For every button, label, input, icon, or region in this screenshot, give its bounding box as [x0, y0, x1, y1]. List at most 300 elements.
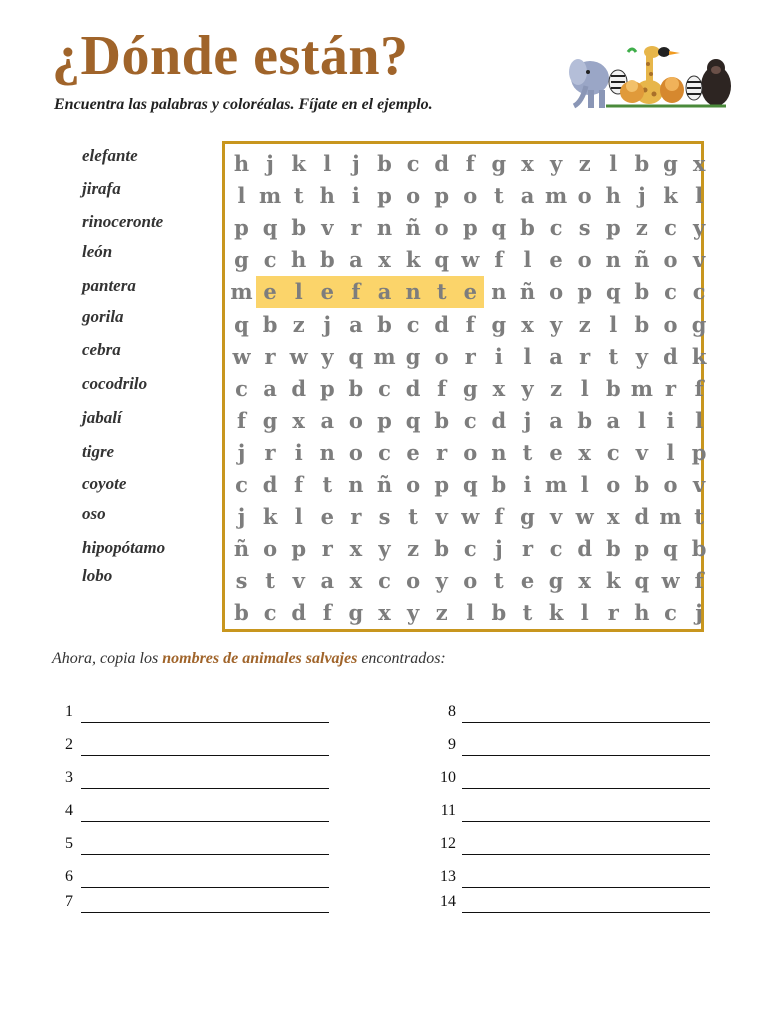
grid-letter[interactable]: k: [663, 183, 678, 209]
word-list-item: lobo: [82, 566, 113, 585]
grid-letter[interactable]: a: [320, 407, 335, 433]
grid-letter[interactable]: x: [349, 536, 363, 562]
grid-letter[interactable]: o: [463, 568, 478, 594]
page-title: ¿Dónde están?: [52, 25, 409, 87]
grid-letter[interactable]: e: [520, 568, 535, 594]
grid-letter[interactable]: l: [609, 151, 618, 176]
grid-letter[interactable]: t: [608, 343, 619, 369]
grid-letter[interactable]: i: [351, 183, 360, 209]
grid-letter[interactable]: a: [349, 311, 363, 337]
answer-blank-line[interactable]: [81, 912, 329, 913]
grid-letter[interactable]: o: [406, 472, 421, 497]
grid-letter[interactable]: b: [377, 311, 392, 337]
grid-letter[interactable]: y: [406, 600, 420, 626]
grid-letter[interactable]: m: [230, 279, 253, 305]
word-list-item: tigre: [82, 442, 115, 461]
grid-letter[interactable]: g: [405, 343, 421, 369]
grid-letter[interactable]: ñ: [405, 215, 421, 241]
grid-letter[interactable]: d: [291, 600, 307, 626]
grid-letter[interactable]: n: [348, 472, 364, 497]
grid-letter[interactable]: l: [580, 375, 589, 401]
grid-letter[interactable]: h: [291, 247, 307, 273]
grid-letter[interactable]: c: [606, 439, 620, 465]
grid-letter[interactable]: p: [605, 215, 621, 241]
grid-letter[interactable]: r: [521, 536, 534, 562]
grid-letter[interactable]: ñ: [634, 247, 650, 273]
grid-letter[interactable]: r: [607, 600, 619, 626]
grid-letter[interactable]: g: [234, 247, 249, 273]
grid-letter[interactable]: d: [434, 311, 450, 337]
grid-letter[interactable]: x: [521, 311, 534, 337]
grid-letter[interactable]: o: [606, 472, 621, 497]
grid-letter[interactable]: z: [550, 375, 563, 401]
grid-letter[interactable]: x: [692, 151, 706, 176]
grid-letter[interactable]: o: [463, 183, 478, 209]
grid-letter[interactable]: i: [523, 472, 532, 497]
grid-letter[interactable]: p: [377, 407, 392, 433]
grid-letter[interactable]: c: [549, 215, 563, 241]
grid-letter[interactable]: p: [319, 375, 335, 401]
grid-letter[interactable]: c: [664, 600, 677, 626]
grid-letter[interactable]: a: [320, 568, 335, 594]
grid-letter[interactable]: t: [408, 504, 418, 530]
grid-letter[interactable]: c: [378, 568, 391, 594]
grid-letter[interactable]: m: [659, 504, 682, 530]
grid-letter[interactable]: r: [264, 439, 276, 465]
answer-line-number: 2: [65, 736, 73, 753]
grid-letter[interactable]: v: [635, 439, 648, 465]
grid-letter[interactable]: l: [294, 504, 303, 530]
grid-letter[interactable]: p: [291, 536, 307, 562]
grid-letter[interactable]: b: [434, 536, 450, 562]
word-list-item: rinoceronte: [82, 212, 164, 231]
answer-line-number: 13: [440, 868, 456, 885]
grid-letter[interactable]: m: [544, 472, 568, 497]
grid-letter[interactable]: e: [320, 504, 334, 530]
grid-letter[interactable]: o: [348, 407, 363, 433]
grid-letter[interactable]: n: [605, 247, 621, 273]
grid-letter[interactable]: t: [494, 183, 504, 209]
answer-line-number: 12: [440, 835, 456, 852]
answer-blank-line[interactable]: [462, 854, 710, 855]
grid-letter[interactable]: y: [435, 568, 448, 594]
grid-letter[interactable]: o: [663, 247, 678, 273]
grid-letter[interactable]: m: [258, 183, 282, 209]
grid-letter[interactable]: m: [630, 375, 653, 401]
grid-letter[interactable]: c: [235, 472, 248, 497]
grid-letter[interactable]: a: [606, 407, 621, 433]
grid-letter[interactable]: r: [436, 439, 448, 465]
grid-letter[interactable]: p: [462, 215, 478, 241]
grid-letter[interactable]: b: [434, 407, 450, 433]
word-list-item: pantera: [82, 276, 136, 295]
grid-letter[interactable]: j: [237, 504, 246, 530]
answer-line-number: 4: [65, 802, 73, 819]
grid-letter[interactable]: j: [266, 151, 274, 176]
answer-blank-line[interactable]: [81, 854, 329, 855]
grid-letter[interactable]: t: [522, 600, 533, 626]
grid-letter[interactable]: l: [637, 407, 646, 433]
grid-letter[interactable]: k: [291, 151, 306, 176]
grid-letter[interactable]: e: [549, 247, 563, 273]
grid-letter[interactable]: q: [663, 536, 678, 562]
answer-blank-line[interactable]: [462, 722, 710, 723]
grid-letter[interactable]: o: [463, 439, 478, 465]
grid-letter[interactable]: o: [577, 183, 592, 209]
grid-letter[interactable]: y: [635, 343, 648, 369]
grid-letter[interactable]: f: [494, 504, 504, 530]
grid-letter[interactable]: p: [577, 279, 593, 305]
grid-letter[interactable]: y: [692, 215, 706, 241]
instruction-after: encontrados:: [357, 650, 446, 667]
grid-letter[interactable]: t: [436, 279, 447, 305]
grid-letter[interactable]: r: [350, 504, 362, 530]
grid-letter[interactable]: m: [544, 183, 568, 209]
grid-letter[interactable]: v: [292, 568, 305, 594]
grid-letter[interactable]: g: [491, 311, 507, 337]
word-list-item: león: [82, 242, 113, 261]
grid-letter[interactable]: b: [491, 600, 507, 626]
grid-letter[interactable]: b: [605, 375, 621, 401]
grid-letter[interactable]: c: [549, 536, 563, 562]
grid-letter[interactable]: j: [323, 311, 332, 337]
grid-letter[interactable]: a: [549, 407, 563, 433]
grid-letter[interactable]: p: [691, 439, 707, 465]
grid-letter[interactable]: n: [319, 439, 335, 465]
grid-letter[interactable]: e: [263, 279, 277, 305]
grid-letter[interactable]: l: [666, 439, 675, 465]
grid-letter[interactable]: g: [663, 151, 678, 176]
grid-letter[interactable]: j: [695, 600, 703, 626]
answer-blank-line[interactable]: [462, 887, 710, 888]
page-subtitle: Encuentra las palabras y coloréalas. Fíjate en el ejemplo.: [54, 96, 433, 113]
grid-letter[interactable]: g: [262, 407, 278, 433]
grid-letter[interactable]: b: [634, 311, 650, 337]
grid-letter[interactable]: o: [434, 343, 449, 369]
grid-letter[interactable]: b: [634, 151, 650, 176]
grid-letter[interactable]: p: [234, 215, 249, 241]
grid-letter[interactable]: g: [520, 504, 535, 530]
grid-letter[interactable]: q: [491, 215, 507, 241]
grid-letter[interactable]: w: [575, 504, 594, 530]
grid-letter[interactable]: h: [319, 183, 335, 209]
grid-letter[interactable]: o: [406, 183, 421, 209]
word-list-item: oso: [82, 504, 106, 523]
grid-letter[interactable]: x: [492, 375, 506, 401]
grid-letter[interactable]: w: [461, 247, 480, 273]
grid-letter[interactable]: a: [520, 183, 535, 209]
grid-letter[interactable]: ñ: [233, 536, 250, 562]
grid-letter[interactable]: l: [466, 600, 475, 626]
grid-letter[interactable]: p: [377, 183, 392, 209]
grid-letter[interactable]: q: [234, 311, 249, 337]
grid-letter[interactable]: i: [494, 343, 503, 369]
answer-blank-line[interactable]: [81, 722, 329, 723]
grid-letter[interactable]: w: [289, 343, 308, 369]
grid-letter[interactable]: b: [634, 472, 650, 497]
answer-line-number: 7: [65, 893, 73, 910]
grid-letter[interactable]: h: [634, 600, 650, 626]
grid-letter[interactable]: f: [294, 472, 304, 497]
grid-letter[interactable]: c: [463, 407, 477, 433]
grid-letter[interactable]: l: [695, 183, 704, 209]
grid-letter[interactable]: m: [373, 343, 396, 369]
grid-letter[interactable]: l: [294, 279, 303, 305]
grid-letter[interactable]: q: [605, 279, 621, 305]
grid-letter[interactable]: t: [293, 183, 304, 209]
grid-letter[interactable]: c: [406, 151, 420, 176]
grid-letter[interactable]: f: [351, 279, 361, 305]
grid-letter[interactable]: o: [663, 472, 678, 497]
grid-letter[interactable]: g: [691, 311, 707, 337]
grid-letter[interactable]: y: [549, 151, 563, 176]
answer-line-number: 11: [440, 802, 456, 819]
grid-letter[interactable]: t: [322, 472, 333, 497]
grid-letter[interactable]: o: [577, 247, 592, 273]
grid-letter[interactable]: o: [549, 279, 564, 305]
grid-letter[interactable]: b: [634, 279, 650, 305]
grid-letter[interactable]: k: [405, 247, 421, 273]
grid-letter[interactable]: k: [548, 600, 564, 626]
grid-letter[interactable]: z: [292, 311, 305, 337]
answer-line-number: 6: [65, 868, 73, 885]
grid-letter[interactable]: g: [491, 151, 507, 176]
grid-letter[interactable]: n: [376, 215, 393, 241]
grid-letter[interactable]: y: [521, 375, 534, 401]
grid-letter[interactable]: p: [634, 536, 650, 562]
grid-letter[interactable]: ñ: [519, 279, 536, 305]
grid-letter[interactable]: l: [523, 343, 532, 369]
grid-letter[interactable]: f: [465, 151, 475, 176]
grid-letter[interactable]: l: [323, 151, 332, 176]
grid-letter[interactable]: g: [548, 568, 564, 594]
grid-letter[interactable]: f: [494, 247, 504, 273]
grid-letter[interactable]: x: [378, 600, 391, 626]
answer-blank-line[interactable]: [462, 821, 710, 822]
answer-line-number: 3: [65, 769, 73, 786]
grid-letter[interactable]: s: [378, 504, 391, 530]
grid-letter[interactable]: o: [406, 568, 421, 594]
grid-letter[interactable]: p: [434, 472, 450, 497]
grid-letter[interactable]: r: [264, 343, 276, 369]
grid-letter[interactable]: j: [352, 151, 360, 176]
answer-line-number: 5: [65, 835, 73, 852]
grid-letter[interactable]: x: [292, 407, 305, 433]
grid-letter[interactable]: v: [692, 247, 706, 273]
grid-letter[interactable]: t: [522, 439, 533, 465]
grid-letter[interactable]: q: [262, 215, 278, 241]
grid-letter[interactable]: c: [263, 600, 277, 626]
grid-letter[interactable]: z: [407, 536, 420, 562]
instruction-before: Ahora, copia los: [52, 650, 163, 667]
grid-letter[interactable]: f: [236, 407, 247, 433]
grid-letter[interactable]: e: [406, 439, 420, 465]
grid-letter[interactable]: g: [348, 600, 364, 626]
grid-letter[interactable]: j: [638, 183, 646, 209]
grid-letter[interactable]: t: [494, 568, 504, 594]
grid-letter[interactable]: b: [605, 536, 621, 562]
jungle-animals-illustration: [566, 42, 736, 114]
grid-letter[interactable]: v: [321, 215, 334, 241]
grid-letter[interactable]: c: [463, 536, 477, 562]
grid-letter[interactable]: x: [349, 568, 363, 594]
grid-letter[interactable]: n: [491, 439, 507, 465]
grid-letter[interactable]: r: [664, 375, 677, 401]
grid-letter[interactable]: b: [234, 600, 249, 626]
grid-letter[interactable]: v: [549, 504, 563, 530]
grid-letter[interactable]: f: [694, 568, 704, 594]
grid-letter[interactable]: f: [694, 375, 704, 401]
grid-letter[interactable]: d: [634, 504, 650, 530]
grid-letter[interactable]: i: [294, 439, 303, 465]
grid-letter[interactable]: x: [578, 568, 591, 594]
grid-letter[interactable]: z: [578, 311, 591, 337]
grid-letter[interactable]: b: [262, 311, 278, 337]
grid-letter[interactable]: q: [462, 472, 478, 497]
word-list-item: hipopótamo: [82, 538, 166, 557]
word-list-item: coyote: [82, 474, 127, 493]
grid-letter[interactable]: x: [578, 439, 591, 465]
grid-letter[interactable]: b: [291, 215, 307, 241]
grid-letter[interactable]: r: [579, 343, 591, 369]
grid-letter[interactable]: b: [520, 215, 535, 241]
grid-letter[interactable]: b: [691, 536, 707, 562]
grid-letter[interactable]: b: [491, 472, 507, 497]
grid-letter[interactable]: n: [405, 279, 421, 305]
word-search-grid[interactable]: [222, 141, 707, 632]
grid-letter[interactable]: o: [434, 215, 449, 241]
grid-letter[interactable]: b: [577, 407, 593, 433]
answer-blank-line[interactable]: [462, 755, 710, 756]
grid-letter[interactable]: z: [435, 600, 448, 626]
grid-letter[interactable]: d: [405, 375, 421, 401]
grid-letter[interactable]: b: [348, 375, 364, 401]
grid-letter[interactable]: d: [262, 472, 278, 497]
grid-letter[interactable]: f: [465, 311, 475, 337]
grid-letter[interactable]: q: [348, 343, 364, 369]
answer-blank-line[interactable]: [81, 788, 329, 789]
grid-letter[interactable]: j: [523, 407, 532, 433]
grid-letter[interactable]: r: [321, 536, 333, 562]
grid-letter[interactable]: d: [663, 343, 678, 369]
grid-letter[interactable]: f: [437, 375, 447, 401]
answer-blank-line[interactable]: [81, 887, 329, 888]
grid-letter[interactable]: e: [320, 279, 334, 305]
grid-letter[interactable]: b: [319, 247, 335, 273]
answer-blank-line[interactable]: [462, 788, 710, 789]
grid-letter[interactable]: y: [549, 311, 563, 337]
grid-letter[interactable]: a: [549, 343, 563, 369]
grid-letter[interactable]: w: [232, 343, 251, 369]
grid-letter[interactable]: l: [237, 183, 246, 209]
grid-letter[interactable]: i: [666, 407, 675, 433]
grid-letter[interactable]: c: [664, 279, 677, 305]
grid-letter[interactable]: ñ: [376, 472, 393, 497]
grid-letter[interactable]: c: [378, 439, 391, 465]
word-list-item: jabalí: [82, 408, 122, 427]
grid-letter[interactable]: j: [237, 439, 246, 465]
grid-letter[interactable]: c: [406, 311, 420, 337]
grid-letter[interactable]: c: [378, 375, 391, 401]
grid-letter[interactable]: l: [580, 600, 589, 626]
grid-letter[interactable]: v: [435, 504, 448, 530]
grid-letter[interactable]: q: [405, 407, 421, 433]
grid-letter[interactable]: l: [580, 472, 589, 497]
grid-letter[interactable]: j: [495, 536, 503, 562]
grid-letter[interactable]: d: [491, 407, 507, 433]
grid-letter[interactable]: y: [321, 343, 334, 369]
grid-letter[interactable]: x: [521, 151, 534, 176]
word-list-item: elefante: [82, 146, 138, 165]
grid-letter[interactable]: a: [349, 247, 363, 273]
grid-letter[interactable]: l: [695, 407, 704, 433]
grid-letter[interactable]: r: [350, 215, 362, 241]
grid-letter[interactable]: l: [523, 247, 532, 273]
grid-letter[interactable]: k: [606, 568, 621, 594]
grid-letter[interactable]: o: [663, 311, 678, 337]
grid-letter[interactable]: y: [378, 536, 391, 562]
grid-letter[interactable]: q: [634, 568, 650, 594]
word-list-item: jirafa: [82, 179, 121, 198]
grid-letter[interactable]: x: [607, 504, 620, 530]
grid-letter[interactable]: s: [235, 568, 248, 594]
grid-letter[interactable]: d: [577, 536, 593, 562]
answer-blank-line[interactable]: [462, 912, 710, 913]
grid-letter[interactable]: q: [434, 247, 450, 273]
grid-letter[interactable]: c: [263, 247, 277, 273]
grid-letter[interactable]: c: [235, 375, 248, 401]
grid-letter[interactable]: z: [635, 215, 648, 241]
grid-letter[interactable]: x: [378, 247, 391, 273]
answer-blank-line[interactable]: [81, 821, 329, 822]
grid-letter[interactable]: d: [434, 151, 450, 176]
grid-letter[interactable]: d: [291, 375, 307, 401]
grid-letter[interactable]: c: [664, 215, 677, 241]
word-list-item: gorila: [82, 307, 124, 326]
grid-letter[interactable]: l: [609, 311, 618, 337]
grid-letter[interactable]: v: [692, 472, 706, 497]
grid-letter[interactable]: o: [348, 439, 363, 465]
grid-letter[interactable]: k: [262, 504, 278, 530]
grid-letter[interactable]: a: [263, 375, 277, 401]
grid-letter[interactable]: p: [434, 183, 450, 209]
grid-letter[interactable]: h: [605, 183, 621, 209]
grid-letter[interactable]: s: [578, 215, 591, 241]
answer-line-number: 8: [448, 703, 456, 720]
grid-letter[interactable]: t: [694, 504, 704, 530]
grid-letter[interactable]: n: [491, 279, 507, 305]
grid-letter[interactable]: g: [462, 375, 478, 401]
answer-blank-line[interactable]: [81, 755, 329, 756]
grid-letter[interactable]: w: [461, 504, 480, 530]
grid-letter[interactable]: a: [377, 279, 392, 305]
instruction-text: [52, 650, 446, 668]
grid-letter[interactable]: w: [661, 568, 680, 594]
grid-letter[interactable]: h: [233, 151, 250, 176]
grid-letter[interactable]: z: [578, 151, 591, 176]
grid-letter[interactable]: k: [691, 343, 707, 369]
answer-line-number: 9: [448, 736, 456, 753]
grid-letter[interactable]: f: [322, 600, 332, 626]
grid-letter[interactable]: b: [377, 151, 392, 176]
grid-letter[interactable]: o: [263, 536, 278, 562]
grid-letter[interactable]: e: [549, 439, 563, 465]
word-list-item: cocodrilo: [82, 374, 148, 393]
grid-letter[interactable]: r: [464, 343, 476, 369]
grid-letter[interactable]: c: [692, 279, 706, 305]
grid-letter[interactable]: t: [265, 568, 275, 594]
grid-letter[interactable]: e: [463, 279, 477, 305]
